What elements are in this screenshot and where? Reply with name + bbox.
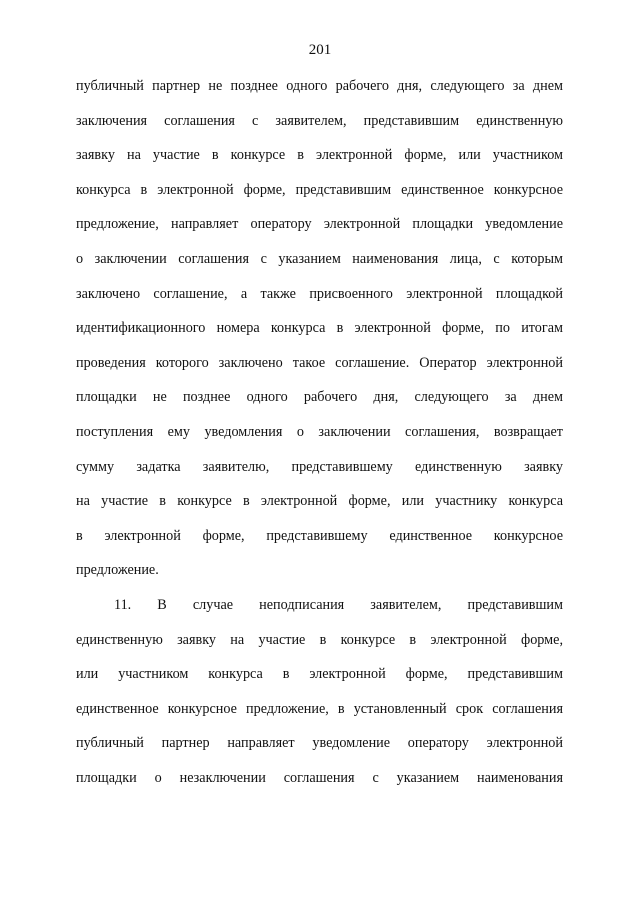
text-line: предложение. bbox=[76, 562, 159, 579]
page-number: 201 bbox=[308, 42, 332, 58]
text-line: площадки не позднее одного рабочего дня, следующего за днем bbox=[76, 389, 563, 406]
text-line: сумму задатка заявителю, представившему единственную заявку bbox=[76, 458, 563, 475]
document-body bbox=[76, 74, 563, 800]
text-line: публичный партнер направляет уведомление оператору электронной bbox=[76, 735, 563, 752]
text-line: заключено соглашение, а также присвоенного электронной площадкой bbox=[76, 285, 563, 302]
text-line: единственное конкурсное предложение, в установленный срок соглашения bbox=[76, 700, 563, 717]
text-line: заявку на участие в конкурсе в электронной форме, или участником bbox=[76, 147, 563, 164]
text-line: или участником конкурса в электронной форме, представившим bbox=[76, 666, 563, 683]
text-line: конкурса в электронной форме, представившим единственное конкурсное bbox=[76, 181, 563, 198]
text-line: предложение, направляет оператору электронной площадки уведомление bbox=[76, 216, 563, 233]
text-line: публичный партнер не позднее одного рабочего дня, следующего за днем bbox=[76, 78, 563, 94]
paragraph-first-line: 11. В случае неподписания заявителем, представившим bbox=[114, 596, 563, 613]
text-line: на участие в конкурсе в электронной форме, или участнику конкурса bbox=[76, 493, 563, 510]
text-line: единственную заявку на участие в конкурсе в электронной форме, bbox=[76, 631, 563, 648]
text-line: проведения которого заключено такое соглашение. Оператор электронной bbox=[76, 354, 563, 371]
text-line: о заключении соглашения с указанием наименования лица, с которым bbox=[76, 250, 563, 267]
text-line: идентификационного номера конкурса в электронной форме, по итогам bbox=[76, 320, 563, 337]
text-line: поступления ему уведомления о заключении соглашения, возвращает bbox=[76, 423, 563, 440]
text-line: площадки о незаключении соглашения с указанием наименования bbox=[76, 769, 563, 786]
text-line: в электронной форме, представившему единственное конкурсное bbox=[76, 527, 563, 544]
text-line: заключения соглашения с заявителем, представившим единственную bbox=[76, 112, 563, 129]
